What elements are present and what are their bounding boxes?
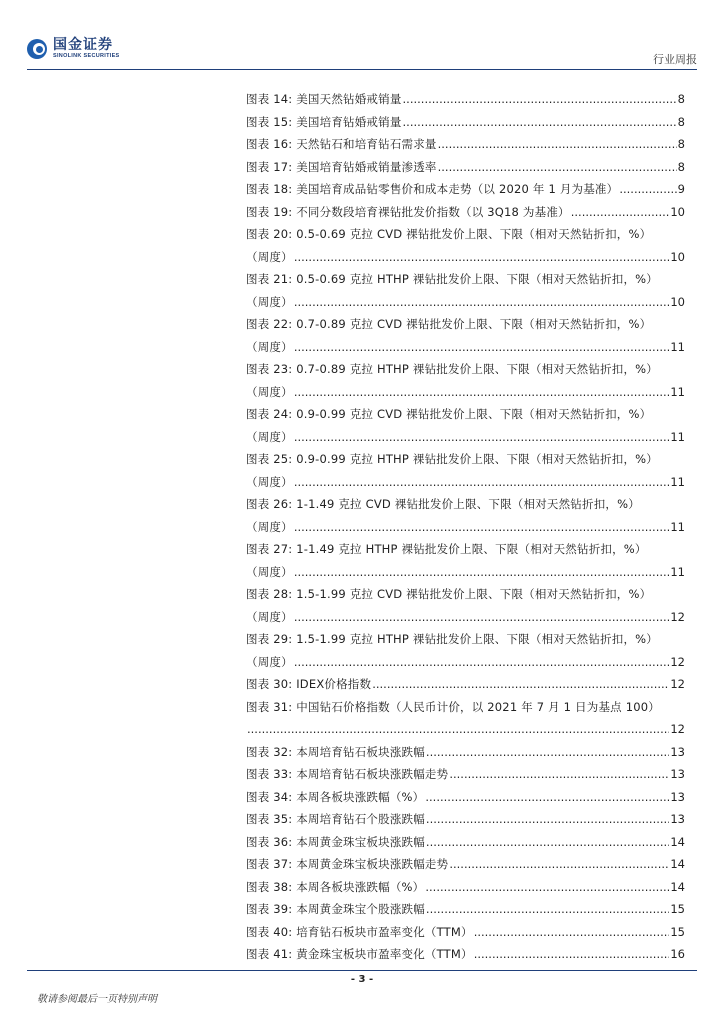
toc-page-number: 10 xyxy=(670,294,685,309)
toc-entry-continuation[interactable] xyxy=(246,718,685,741)
toc-entry-title: 图表 32: 本周培育钻石板块涨跌幅 xyxy=(246,744,425,759)
logo-cn-text: 国金证券 xyxy=(53,37,113,53)
toc-entry-continuation[interactable] xyxy=(246,336,685,359)
toc-entry[interactable] xyxy=(246,898,685,921)
header-divider xyxy=(27,69,697,70)
toc-leader-dots xyxy=(294,651,670,674)
toc-page-number: 13 xyxy=(670,744,685,759)
toc-entry-cont-text: （周度） xyxy=(246,339,293,354)
toc-leader-dots xyxy=(449,853,669,876)
toc-entry[interactable] xyxy=(246,448,685,471)
toc-entry[interactable] xyxy=(246,786,685,809)
toc-entry-continuation[interactable] xyxy=(246,246,685,269)
toc-entry[interactable] xyxy=(246,156,685,179)
toc-page-number: 13 xyxy=(670,812,685,826)
toc-leader-dots xyxy=(426,898,669,921)
toc-entry-title: 图表 35: 本周培育钻石个股涨跌幅 xyxy=(246,812,425,826)
toc-leader-dots xyxy=(571,201,670,224)
toc-leader-dots xyxy=(474,921,670,944)
toc-page-number: 12 xyxy=(670,677,685,691)
toc-entry-continuation[interactable] xyxy=(246,606,685,629)
toc-leader-dots xyxy=(426,808,669,831)
toc-entry[interactable] xyxy=(246,313,685,336)
toc-leader-dots xyxy=(372,673,669,696)
toc-entry[interactable] xyxy=(246,403,685,426)
toc-leader-dots xyxy=(294,471,670,494)
toc-entry-cont-text: （周度） xyxy=(246,429,293,444)
toc-entry-title: 图表 15: 美国培育钻婚戒销量 xyxy=(246,114,402,129)
toc-leader-dots xyxy=(294,561,670,584)
toc-entry[interactable] xyxy=(246,831,685,854)
toc-leader-dots xyxy=(294,336,670,359)
toc-entry[interactable] xyxy=(246,673,685,696)
toc-page-number: 15 xyxy=(670,902,685,916)
toc-page-number: 16 xyxy=(670,947,685,961)
toc-entry[interactable] xyxy=(246,763,685,786)
toc-page-number: 11 xyxy=(670,384,685,399)
toc-leader-dots xyxy=(438,156,677,179)
toc-entry-title: 图表 21: 0.5-0.69 克拉 HTHP 裸钻批发价上限、下限（相对天然钻折扣，%） xyxy=(246,272,659,286)
page-header xyxy=(0,0,724,72)
toc-entry-title: 图表 20: 0.5-0.69 克拉 CVD 裸钻批发价上限、下限（相对天然钻折扣，%） xyxy=(246,227,652,241)
footer-divider xyxy=(27,970,697,971)
toc-page-number: 8 xyxy=(677,92,685,106)
toc-entry-cont-text: （周度） xyxy=(246,609,293,624)
toc-leader-dots xyxy=(403,88,677,111)
toc-entry[interactable] xyxy=(246,943,685,966)
toc-entry-title: 图表 30: IDEX价格指数 xyxy=(246,677,372,691)
toc-entry-title: 图表 33: 本周培育钻石板块涨跌幅走势 xyxy=(246,767,449,781)
toc-entry-title: 图表 18: 美国培育成品钻零售价和成本走势（以 2020 年 1 月为基准） xyxy=(246,182,619,196)
toc-entry[interactable] xyxy=(246,493,685,516)
toc-entry-continuation[interactable] xyxy=(246,471,685,494)
toc-entry-continuation[interactable] xyxy=(246,291,685,314)
toc-entry-title: 图表 41: 黄金珠宝板块市盈率变化（TTM） xyxy=(246,947,473,961)
toc-entry-continuation[interactable] xyxy=(246,426,685,449)
toc-entry[interactable] xyxy=(246,268,685,291)
toc-leader-dots xyxy=(294,426,670,449)
toc-entry[interactable] xyxy=(246,223,685,246)
toc-entry-title: 图表 24: 0.9-0.99 克拉 CVD 裸钻批发价上限、下限（相对天然钻折扣，%） xyxy=(246,407,652,421)
toc-entry-cont-text: （周度） xyxy=(246,294,293,309)
toc-leader-dots xyxy=(294,381,670,404)
toc-entry-title: 图表 37: 本周黄金珠宝板块涨跌幅走势 xyxy=(246,857,449,871)
toc-leader-dots xyxy=(474,943,670,966)
toc-page-number: 13 xyxy=(670,767,685,781)
toc-leader-dots xyxy=(403,111,677,134)
toc-leader-dots xyxy=(426,831,669,854)
toc-leader-dots xyxy=(426,741,669,764)
toc-entry-title: 图表 28: 1.5-1.99 克拉 CVD 裸钻批发价上限、下限（相对天然钻折扣，%） xyxy=(246,587,652,601)
toc-page-number: 12 xyxy=(670,609,685,624)
toc-entry-title: 图表 39: 本周黄金珠宝个股涨跌幅 xyxy=(246,902,425,916)
toc-leader-dots xyxy=(247,718,669,741)
toc-entry-title: 图表 23: 0.7-0.89 克拉 HTHP 裸钻批发价上限、下限（相对天然钻折扣，%） xyxy=(246,362,659,376)
toc-page-number: 11 xyxy=(670,564,685,579)
toc-entry[interactable] xyxy=(246,133,685,156)
toc-entry[interactable] xyxy=(246,876,685,899)
toc-entry[interactable] xyxy=(246,808,685,831)
toc-entry-title: 图表 17: 美国培育钻婚戒销量渗透率 xyxy=(246,159,437,174)
toc-page-number: 10 xyxy=(670,249,685,264)
toc-entry[interactable] xyxy=(246,538,685,561)
toc-page-number: 8 xyxy=(677,137,685,151)
toc-entry-title: 图表 25: 0.9-0.99 克拉 HTHP 裸钻批发价上限、下限（相对天然钻折扣，%） xyxy=(246,452,659,466)
toc-page-number: 10 xyxy=(670,204,685,219)
toc-entry-continuation[interactable] xyxy=(246,381,685,404)
toc-entry[interactable] xyxy=(246,358,685,381)
toc-page-number: 8 xyxy=(677,114,685,129)
logo-en-text: SINOLINK SECURITIES xyxy=(53,53,120,59)
toc-entry[interactable] xyxy=(246,628,685,651)
toc-entry-title: 图表 26: 1-1.49 克拉 CVD 裸钻批发价上限、下限（相对天然钻折扣，%） xyxy=(246,497,640,511)
toc-entry[interactable] xyxy=(246,88,685,111)
toc-page-number: 12 xyxy=(670,722,685,736)
toc-entry-cont-text: （周度） xyxy=(246,519,293,534)
toc-leader-dots xyxy=(449,763,669,786)
toc-leader-dots xyxy=(619,178,676,201)
toc-page-number: 13 xyxy=(670,789,685,804)
toc-entry-title: 图表 29: 1.5-1.99 克拉 HTHP 裸钻批发价上限、下限（相对天然钻折扣，%） xyxy=(246,632,659,646)
toc-entry[interactable] xyxy=(246,111,685,134)
toc-entry[interactable] xyxy=(246,201,685,224)
toc-page-number: 14 xyxy=(670,857,685,871)
toc-leader-dots xyxy=(294,246,670,269)
toc-entry[interactable] xyxy=(246,741,685,764)
toc-entry-continuation[interactable] xyxy=(246,561,685,584)
toc-page-number: 15 xyxy=(670,924,685,939)
toc-page-number: 11 xyxy=(670,339,685,354)
toc-leader-dots xyxy=(294,291,670,314)
toc-leader-dots xyxy=(425,876,669,899)
toc-page-number: 11 xyxy=(670,429,685,444)
toc-entry-continuation[interactable] xyxy=(246,651,685,674)
toc-page-number: 12 xyxy=(670,654,685,669)
toc-page-number: 14 xyxy=(670,879,685,894)
toc-page-number: 14 xyxy=(670,834,685,849)
toc-entry-cont-text: （周度） xyxy=(246,474,293,489)
toc-entry-cont-text: （周度） xyxy=(246,654,293,669)
toc-page-number: 11 xyxy=(670,474,685,489)
toc-entry[interactable] xyxy=(246,696,685,719)
toc-entry[interactable] xyxy=(246,583,685,606)
toc-entry-title: 图表 19: 不同分数段培育裸钻批发价指数（以 3Q18 为基准） xyxy=(246,204,570,219)
toc-entry-title: 图表 38: 本周各板块涨跌幅（%） xyxy=(246,879,425,894)
toc-entry-cont-text: （周度） xyxy=(246,249,293,264)
toc-entry-continuation[interactable] xyxy=(246,516,685,539)
toc-entry-cont-text: （周度） xyxy=(246,564,293,579)
toc-leader-dots xyxy=(438,133,677,156)
toc-entry[interactable] xyxy=(246,853,685,876)
page-number: - 3 - xyxy=(350,974,374,985)
document-type: 行业周报 xyxy=(653,53,697,66)
toc-leader-dots xyxy=(425,786,669,809)
toc-entry-title: 图表 31: 中国钻石价格指数（人民币计价，以 2021 年 7 月 1 日为基点 100） xyxy=(246,699,660,714)
toc-entry-title: 图表 16: 天然钻石和培育钻石需求量 xyxy=(246,137,437,151)
toc-entry-title: 图表 40: 培育钻石板块市盈率变化（TTM） xyxy=(246,924,473,939)
toc-entry-title: 图表 14: 美国天然钻婚戒销量 xyxy=(246,92,402,106)
toc-page-number: 9 xyxy=(677,182,685,196)
sinolink-logo-icon xyxy=(27,39,47,59)
company-logo xyxy=(27,38,120,60)
toc-entry-cont-text: （周度） xyxy=(246,384,293,399)
toc-entry[interactable] xyxy=(246,178,685,201)
toc-entry[interactable] xyxy=(246,921,685,944)
toc-page-number: 11 xyxy=(670,519,685,534)
table-of-figures xyxy=(246,88,685,966)
disclaimer: 敬请参阅最后一页特别声明 xyxy=(37,994,157,1005)
toc-entry-title: 图表 22: 0.7-0.89 克拉 CVD 裸钻批发价上限、下限（相对天然钻折扣，%） xyxy=(246,317,652,331)
toc-entry-title: 图表 34: 本周各板块涨跌幅（%） xyxy=(246,789,425,804)
toc-leader-dots xyxy=(294,516,670,539)
toc-entry-title: 图表 27: 1-1.49 克拉 HTHP 裸钻批发价上限、下限（相对天然钻折扣，%） xyxy=(246,542,647,556)
toc-leader-dots xyxy=(294,606,670,629)
toc-entry-title: 图表 36: 本周黄金珠宝板块涨跌幅 xyxy=(246,834,425,849)
toc-page-number: 8 xyxy=(677,159,685,174)
